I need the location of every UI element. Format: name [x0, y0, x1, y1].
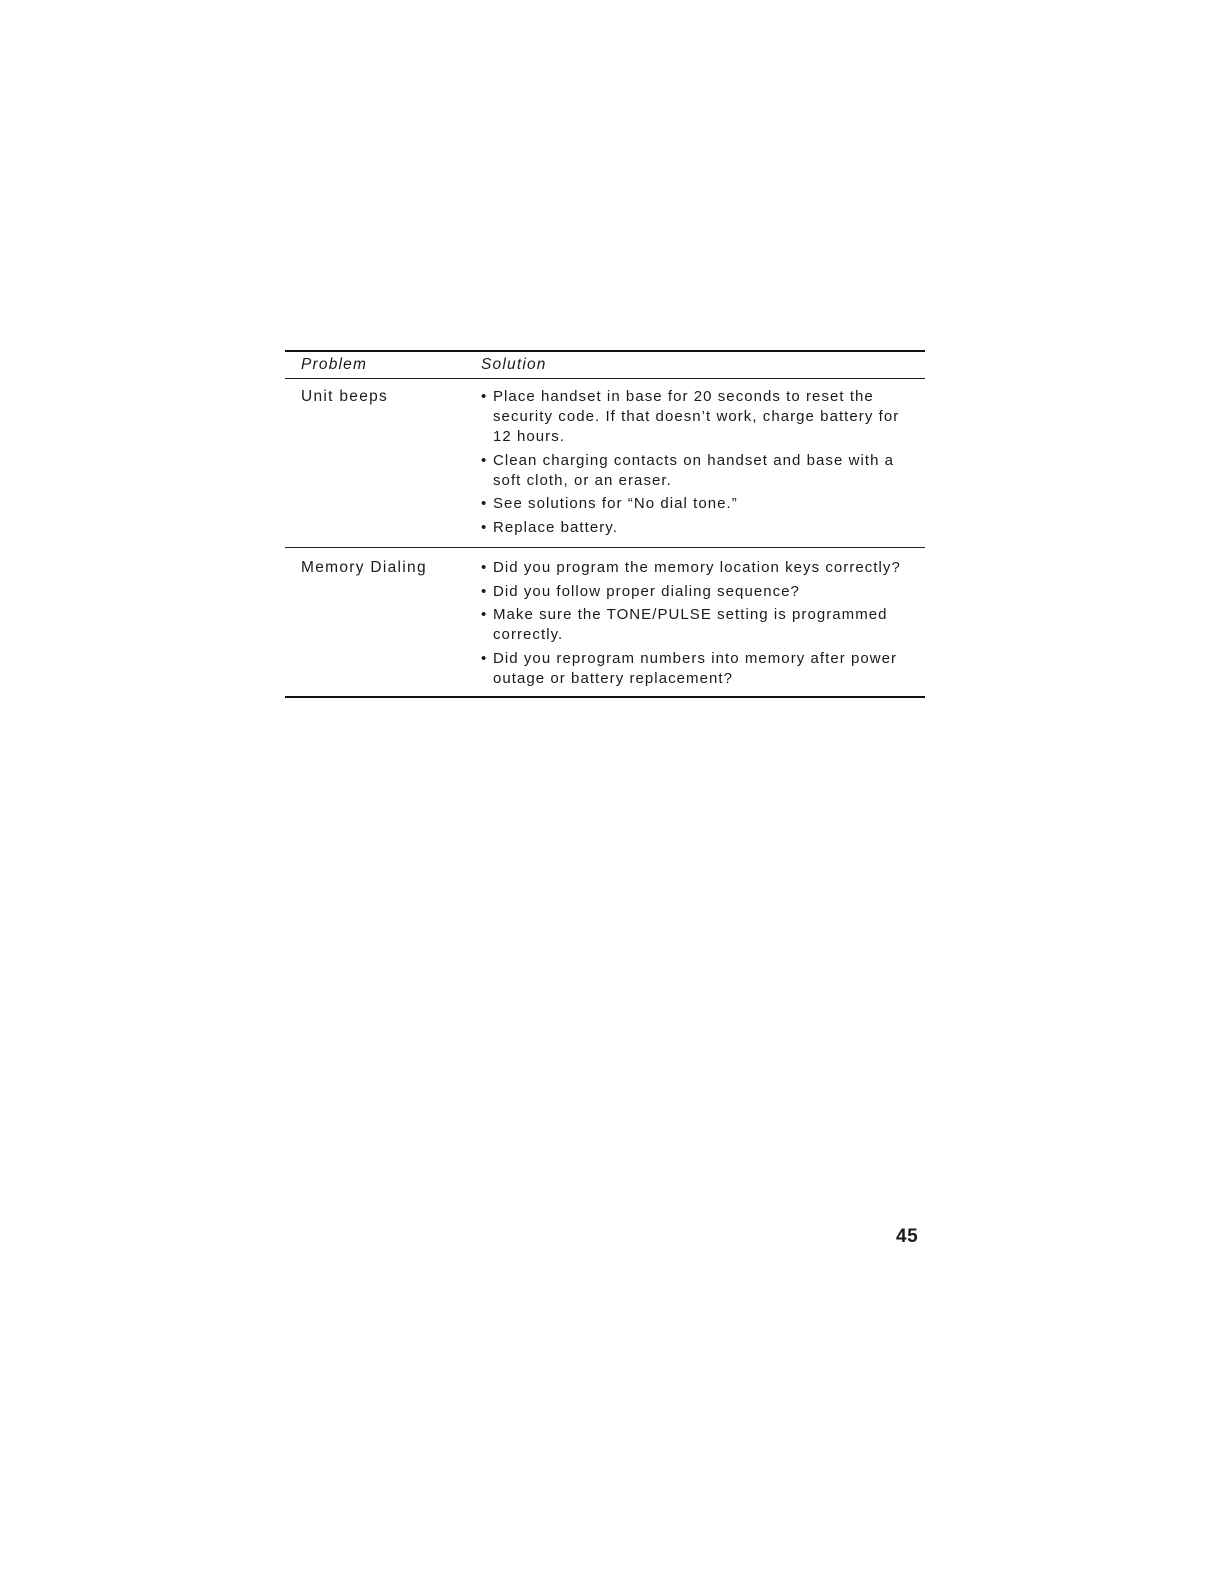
bullet-icon: • [481, 582, 488, 600]
bullet-icon: • [481, 495, 488, 512]
problem-column-header: Problem [301, 356, 368, 373]
solution-item: • Make sure the TONE/PULSE setting is programmed correctly. [481, 606, 888, 643]
solution-item: • Clean charging contacts on handset and base with a soft cloth, or an eraser. [481, 451, 895, 489]
bullet-icon: • [481, 451, 488, 469]
table-row [285, 379, 925, 547]
solution-item: • Did you reprogram numbers into memory after power outage or battery replacement? [481, 649, 898, 687]
bullet-icon: • [481, 388, 488, 405]
solution-cell [481, 558, 925, 692]
solution-item: • Place handset in base for 20 seconds to reset the security code. If that doesn’t work, charge battery for 12 hours. [481, 388, 900, 445]
page-number: 45 [896, 1226, 919, 1247]
table-row [285, 548, 925, 696]
solution-list [481, 558, 921, 689]
solution-item: • Replace battery. [481, 518, 618, 536]
troubleshooting-table [285, 350, 925, 698]
bullet-icon: • [481, 559, 488, 576]
solution-item: • See solutions for “No dial tone.” [481, 495, 738, 512]
table-bottom-rule [285, 696, 925, 698]
solution-cell [481, 387, 925, 541]
bullet-icon: • [481, 606, 488, 623]
bullet-icon: • [481, 518, 488, 536]
problem-cell: Unit beeps [301, 388, 389, 405]
bullet-icon: • [481, 649, 488, 667]
table-header-row [285, 352, 925, 378]
solution-list [481, 387, 921, 538]
problem-cell: Memory Dialing [301, 559, 427, 576]
solution-item: • Did you program the memory location keys correctly? [481, 559, 901, 576]
solution-column-header: Solution [481, 356, 547, 373]
solution-item: • Did you follow proper dialing sequence? [481, 582, 800, 600]
